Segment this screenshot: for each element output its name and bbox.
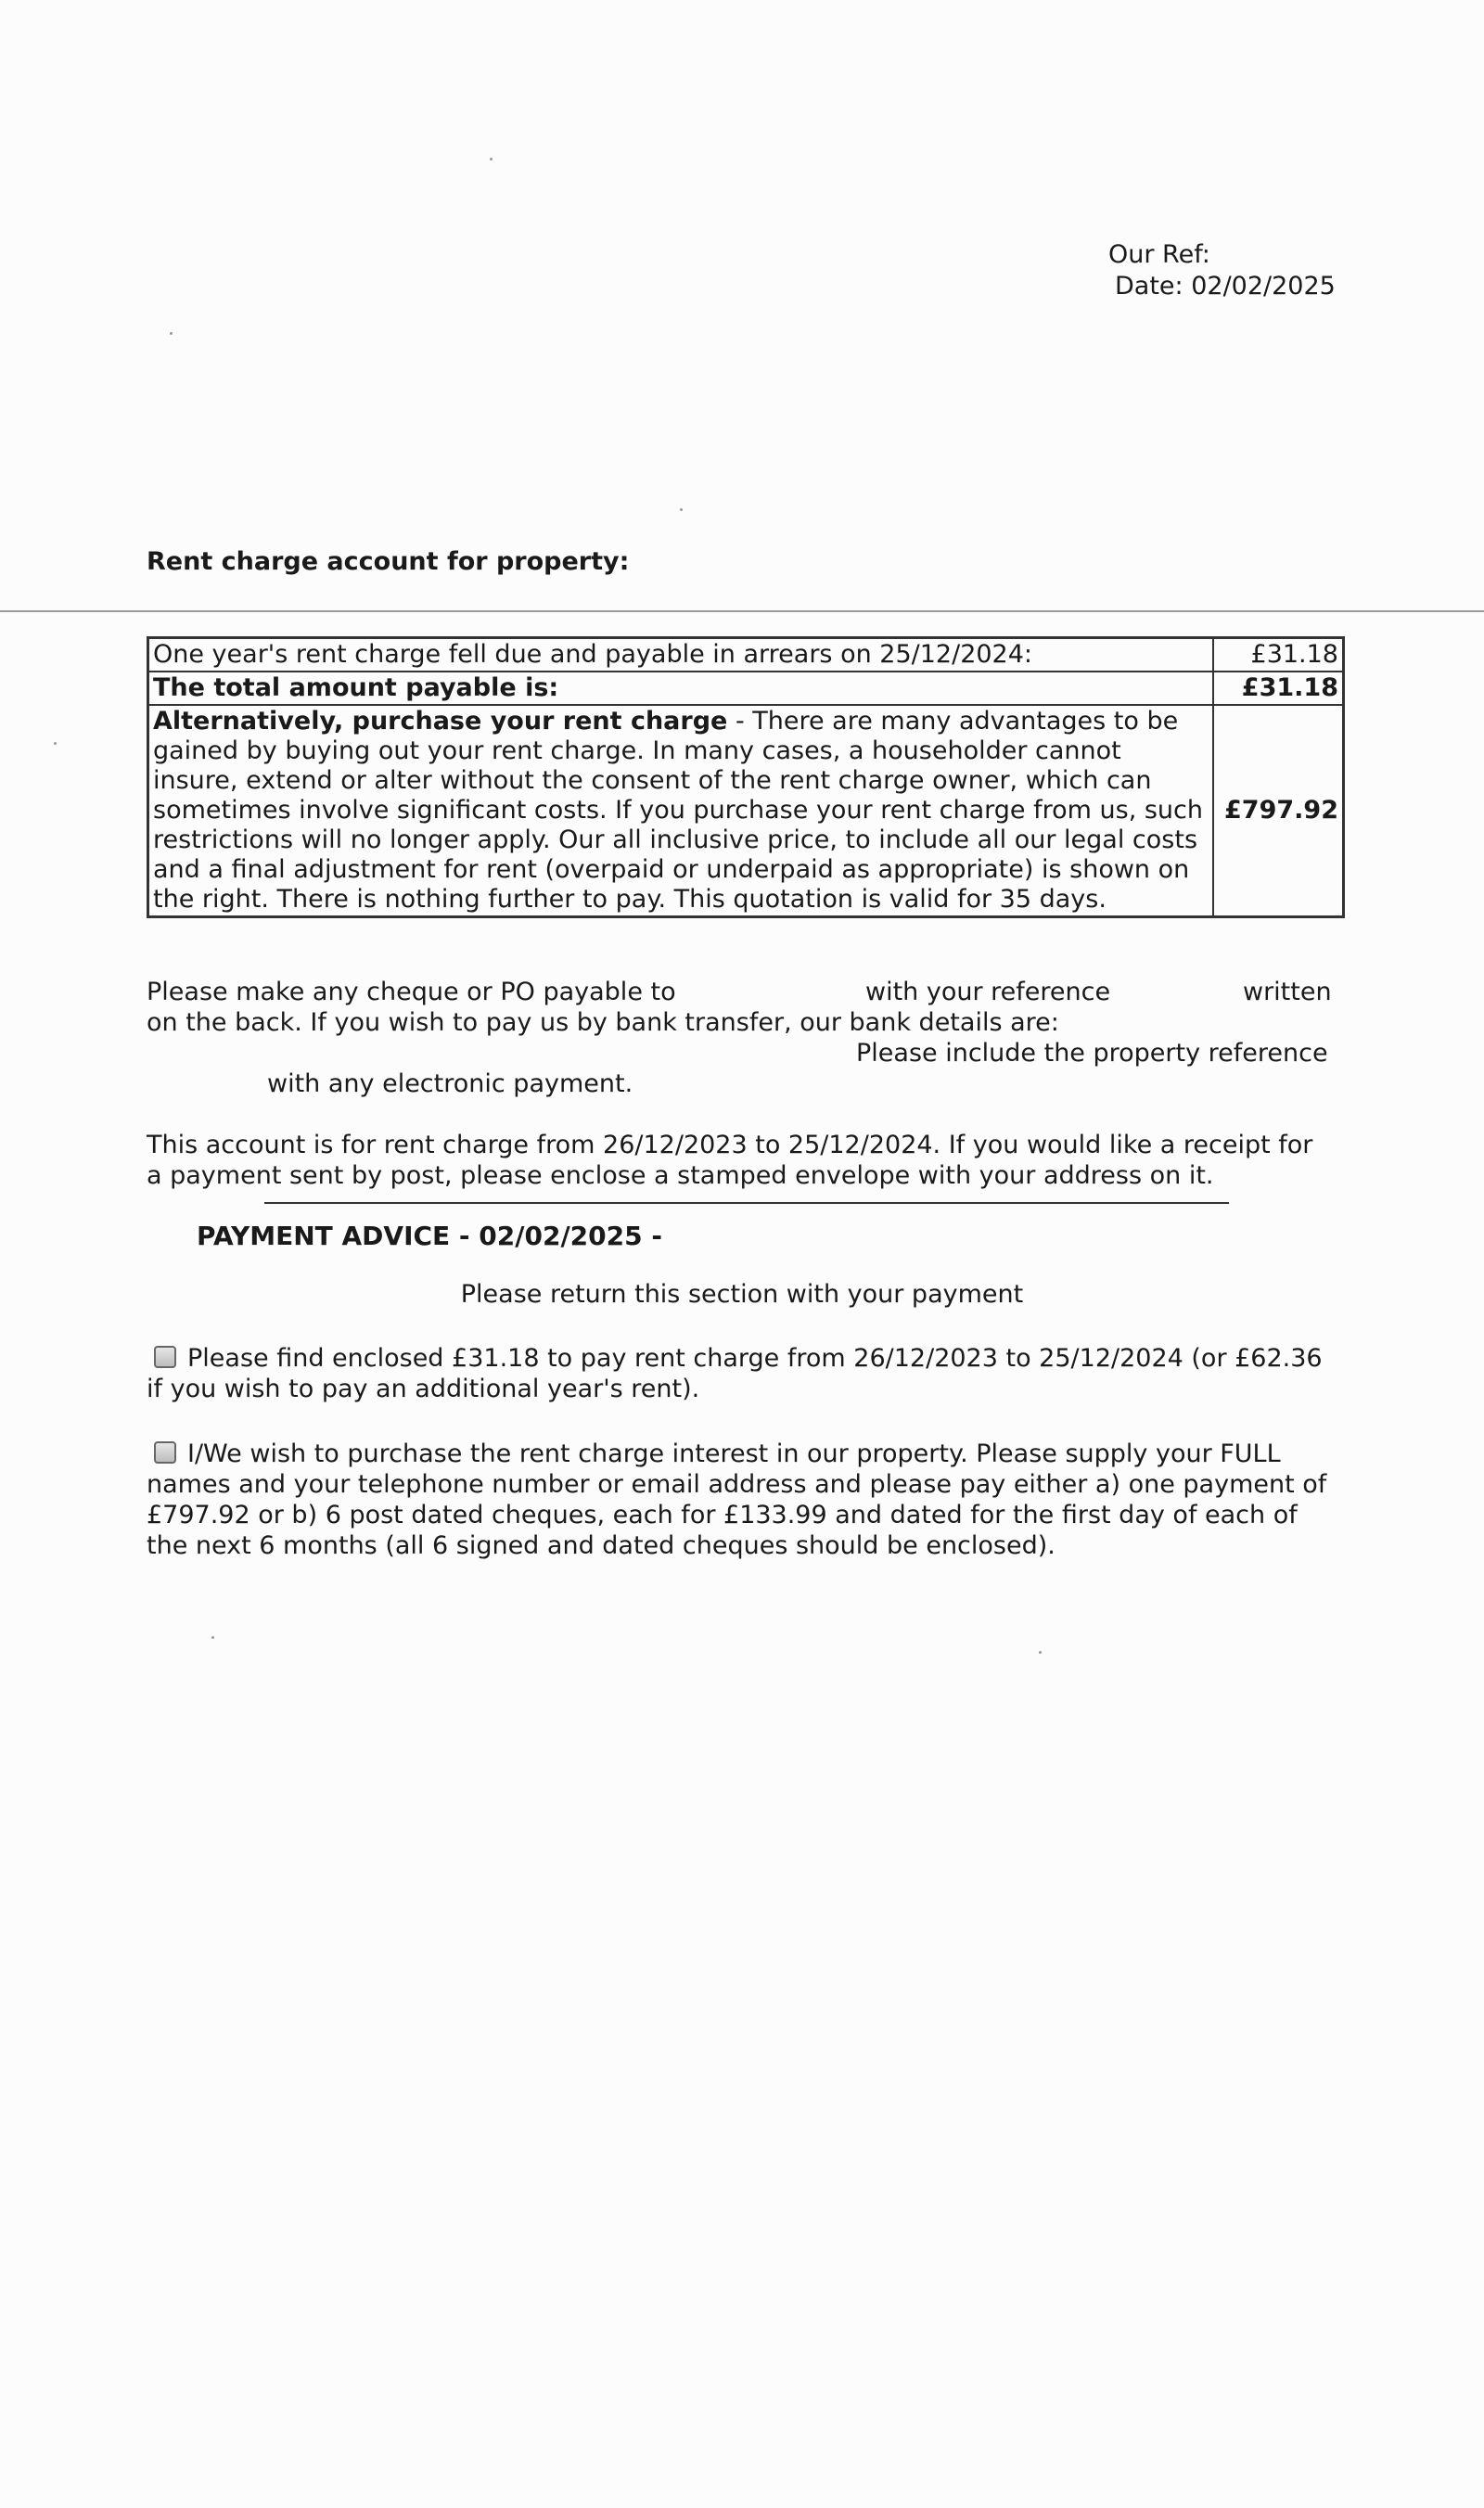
payment-instructions [147,977,1352,1099]
option-purchase [147,1439,1362,1561]
scan-speck [1039,1651,1042,1654]
purchase-offer-heading: Alternatively, purchase your rent charge [153,707,728,736]
pay-rent-checkbox[interactable] [154,1346,176,1368]
purchase-offer-body: - There are many advantages to be gained by buying out your rent charge. In many cases, a householder cannot insure, extend or alter without the consent of the rent charge owner, which can sometimes involve significant costs. If you purchase your rent charge from us, such restrictions will no longer apply. Our all inclusive price, to include all our legal costs and a final adjustment for rent (overpaid or underpaid as appropriate) is shown on the right. There is nothing further to pay. This quotation is valid for 35 days. [153,707,1203,914]
return-note: Please return this section with your payment [460,1280,1024,1309]
reference-block [1108,239,1414,302]
purchase-offer-cell [148,705,1214,917]
total-amount: £31.18 [1213,672,1344,705]
scan-speck [490,158,493,160]
charges-table [147,636,1345,918]
option-pay-rent-line-1 [147,1343,1362,1374]
total-label: The total amount payable is: [148,672,1214,705]
account-period-line-2: a payment sent by post, please enclose a stamped envelope with your address on it. [147,1161,1214,1190]
instructions-line-1 [147,977,1352,1007]
option-purchase-text-1: I/We wish to purchase the rent charge interest in our property. Please supply your FULL [187,1440,1281,1468]
scan-speck [680,508,683,511]
row1-amount: £31.18 [1213,638,1344,672]
option-purchase-line-1 [147,1439,1362,1469]
scan-speck [211,1636,214,1639]
payable-to-text: Please make any cheque or PO payable to [147,978,676,1006]
account-title: Rent charge account for property: [147,547,630,576]
scan-speck [54,742,57,745]
account-period [147,1130,1352,1191]
table-row [148,705,1344,917]
table-row [148,672,1344,705]
option-pay-rent-text-1: Please find enclosed £31.18 to pay rent charge from 26/12/2023 to 25/12/2024 (or £62.36 [187,1344,1323,1373]
payment-advice-title: PAYMENT ADVICE - 02/02/2025 - [197,1221,662,1251]
fold-line [0,610,1484,612]
option-pay-rent-line-2: if you wish to pay an additional year's rent). [147,1375,700,1403]
option-pay-rent [147,1343,1362,1404]
option-purchase-line-3: £797.92 or b) 6 post dated cheques, each for £133.99 and dated for the first day of each of [147,1501,1298,1529]
scan-speck [170,332,173,335]
written-text: written [1243,978,1332,1006]
option-purchase-line-4: the next 6 months (all 6 signed and dated cheques should be enclosed). [147,1531,1055,1560]
instructions-line-4: with any electronic payment. [267,1069,633,1098]
purchase-checkbox[interactable] [154,1441,176,1464]
account-period-line-1: This account is for rent charge from 26/12/2023 to 25/12/2024. If you would like a receipt for [147,1131,1313,1159]
table-row [148,638,1344,672]
purchase-price: £797.92 [1213,705,1344,917]
row1-description: One year's rent charge fell due and payable in arrears on 25/12/2024: [148,638,1214,672]
option-purchase-line-2: names and your telephone number or email address and please pay either a) one payment of [147,1470,1327,1499]
tear-off-divider [264,1202,1229,1204]
our-ref-label: Our Ref: [1108,240,1210,269]
letter-date: Date: 02/02/2025 [1115,272,1336,301]
instructions-line-2: on the back. If you wish to pay us by bank transfer, our bank details are: [147,1008,1059,1037]
reference-text: with your reference [865,978,1111,1006]
instructions-line-3: Please include the property reference [856,1039,1328,1068]
